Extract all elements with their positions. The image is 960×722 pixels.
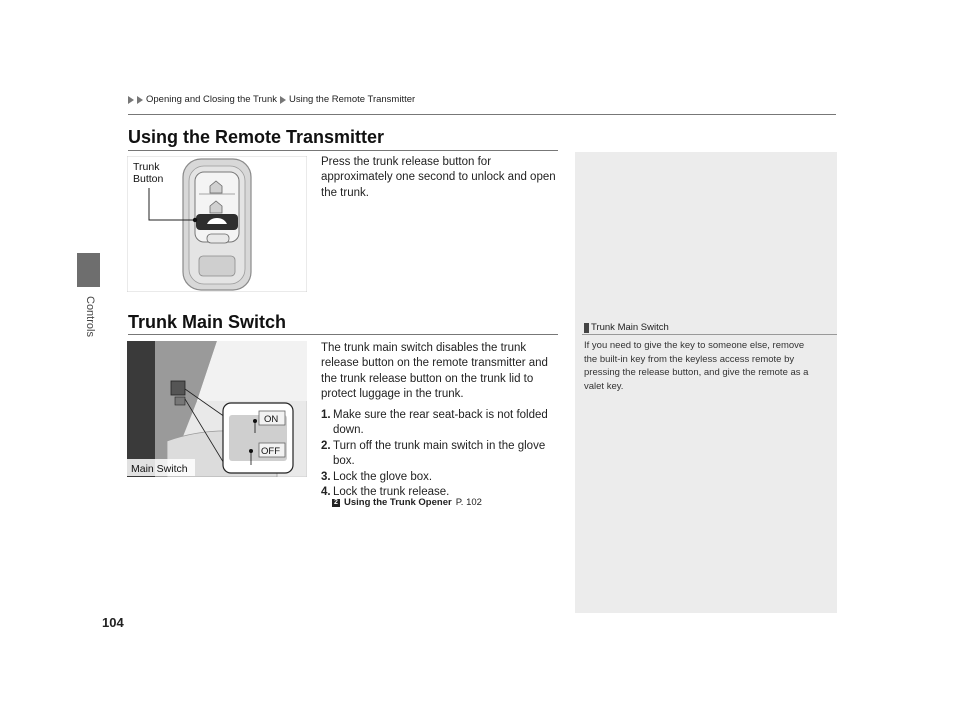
step-item: 3. Lock the glove box. xyxy=(321,470,433,483)
section-heading-remote-transmitter: Using the Remote Transmitter xyxy=(128,127,385,147)
remote-transmitter-text: Press the trunk release button for approximately one second to unlock and open the trunk. xyxy=(321,156,556,199)
cross-reference-link[interactable]: 2 Using the Trunk Opener P. 102 xyxy=(332,497,482,508)
switch-label-off: OFF xyxy=(261,446,280,457)
step-item: 4. Lock the trunk release. xyxy=(321,486,450,499)
figure-label-button: Button xyxy=(133,173,164,185)
breadcrumb xyxy=(128,94,415,105)
steps-list xyxy=(321,408,561,500)
breadcrumb-item[interactable]: Using the Remote Transmitter xyxy=(288,94,416,105)
note-body: If you need to give the key to someone else, remove the built-in key from the keyless access remote by pressing the release button, and give the remote as a valet key. xyxy=(584,340,809,392)
step-item: 1. Make sure the rear seat-back is not folded down. xyxy=(321,409,548,437)
breadcrumb-item[interactable]: Opening and Closing the Trunk xyxy=(146,94,277,105)
section-tab-label: Controls xyxy=(84,296,96,337)
figure-label-trunk: Trunk xyxy=(133,161,160,173)
breadcrumb-arrow-icon xyxy=(280,96,286,104)
header-rule xyxy=(128,114,836,115)
section-tab-marker xyxy=(77,253,100,287)
note-rule xyxy=(582,334,837,335)
figure-label-main-switch: Main Switch xyxy=(131,463,188,475)
step-item: 2. Turn off the trunk main switch in the glove box. xyxy=(321,439,546,468)
page-number: 104 xyxy=(102,615,124,630)
breadcrumb-arrow-icon xyxy=(137,96,143,104)
section-rule xyxy=(128,334,558,335)
trunk-main-switch-figure xyxy=(127,341,307,477)
trunk-main-switch-text: The trunk main switch disables the trunk release button on the remote transmitter and the trunk release button on the trunk lid to protect luggage in the trunk. xyxy=(321,342,548,401)
cross-reference-icon: 2 xyxy=(332,499,340,507)
switch-label-on: ON xyxy=(264,414,279,425)
note-title: Trunk Main Switch xyxy=(584,322,669,333)
section-rule xyxy=(128,150,558,151)
remote-transmitter-figure xyxy=(127,156,307,292)
section-heading-trunk-main-switch: Trunk Main Switch xyxy=(128,312,287,332)
breadcrumb-arrow-icon xyxy=(128,96,134,104)
note-icon xyxy=(584,323,589,333)
